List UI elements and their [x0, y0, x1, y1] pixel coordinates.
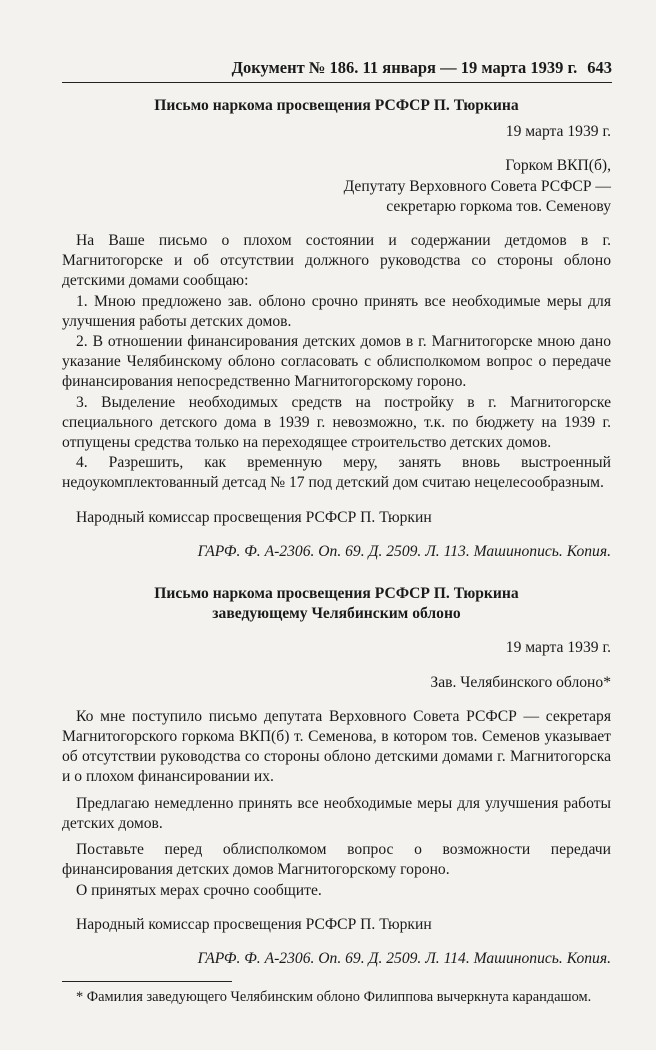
- letter1-paragraph: 2. В отношении финансирования детских домов в г. Магнитогорске мною дано указание Челябинскому облоно согласовать с облисполкомом вопрос о передаче финансирования непосредственно Магнитогорскому гороно.: [62, 333, 611, 391]
- letter1-addressee-line: Депутату Верховного Совета РСФСР —: [343, 177, 611, 195]
- running-header: [62, 58, 612, 82]
- letter1-paragraph: На Ваше письмо о плохом состоянии и содержании детдомов в г. Магнитогорске и об отсутствии должного руководства со стороны облоно детскими домами сообщаю:: [62, 232, 611, 290]
- letter2-addressee: Зав. Челябинского облоно*: [430, 673, 611, 691]
- letter2-paragraph: О принятых мерах срочно сообщите.: [76, 881, 322, 899]
- letter1-title: Письмо наркома просвещения РСФСР П. Тюркина: [154, 97, 519, 114]
- page-content: [62, 96, 611, 1007]
- letter1-paragraph: 3. Выделение необходимых средств на постройку в г. Магнитогорске специального детского дома в 1939 г. невозможно, т.к. по бюджету на 1939 г. отпущены средства только на переходящее строительство детских домов.: [62, 393, 611, 452]
- letter2-archive-source: ГАРФ. Ф. А-2306. Оп. 69. Д. 2509. Л. 114. Машинопись. Копия.: [197, 949, 611, 967]
- letter2-signature: Народный комиссар просвещения РСФСР П. Тюркин: [76, 915, 432, 933]
- letter1-addressee-line: Горком ВКП(б),: [505, 157, 611, 175]
- letter2-date: 19 марта 1939 г.: [505, 639, 611, 657]
- letter2-title-line: заведующему Челябинским облоно: [212, 605, 461, 623]
- letter2-paragraph: Поставьте перед облисполкомом вопрос о возможности передачи финансирования детских домов Магнитогорскому гороно.: [62, 841, 611, 879]
- letter2-title-line: Письмо наркома просвещения РСФСР П. Тюркина: [154, 585, 519, 603]
- letter1-addressee-line: секретарю горкома тов. Семенову: [386, 197, 611, 215]
- footnote: * Фамилия заведующего Челябинским облоно Филиппова вычеркнута карандашом.: [76, 989, 592, 1006]
- page-number: 643: [587, 58, 612, 77]
- letter1-signature: Народный комиссар просвещения РСФСР П. Тюркин: [76, 508, 432, 526]
- header-title: Документ № 186. 11 января — 19 марта 1939 г.: [231, 58, 578, 77]
- letter2-paragraph: Предлагаю немедленно принять все необходимые меры для улучшения работы детских домов.: [62, 794, 611, 832]
- letter1-paragraph: 4. Разрешить, как временную меру, занять вновь выстроенный недоукомплектованный детсад № 17 под детский дом считаю нецелесообразным.: [62, 454, 611, 492]
- letter1-archive-source: ГАРФ. Ф. А-2306. Оп. 69. Д. 2509. Л. 113. Машинопись. Копия.: [197, 542, 611, 560]
- letter2-paragraph: Ко мне поступило письмо депутата Верховного Совета РСФСР — секретаря Магнитогорского горкома ВКП(б) т. Семенова, в котором тов. Семенов указывает об отсутствии руководства со стороны облоно детскими домами г. Магнитогорска и о плохом финансировании их.: [62, 707, 611, 786]
- footnote-rule: [62, 981, 232, 982]
- letter1-paragraph: 1. Мною предложено зав. облоно срочно принять все необходимые меры для улучшения работы детских домов.: [62, 292, 611, 330]
- letter1-date: 19 марта 1939 г.: [505, 123, 611, 141]
- header-rule: [62, 82, 612, 83]
